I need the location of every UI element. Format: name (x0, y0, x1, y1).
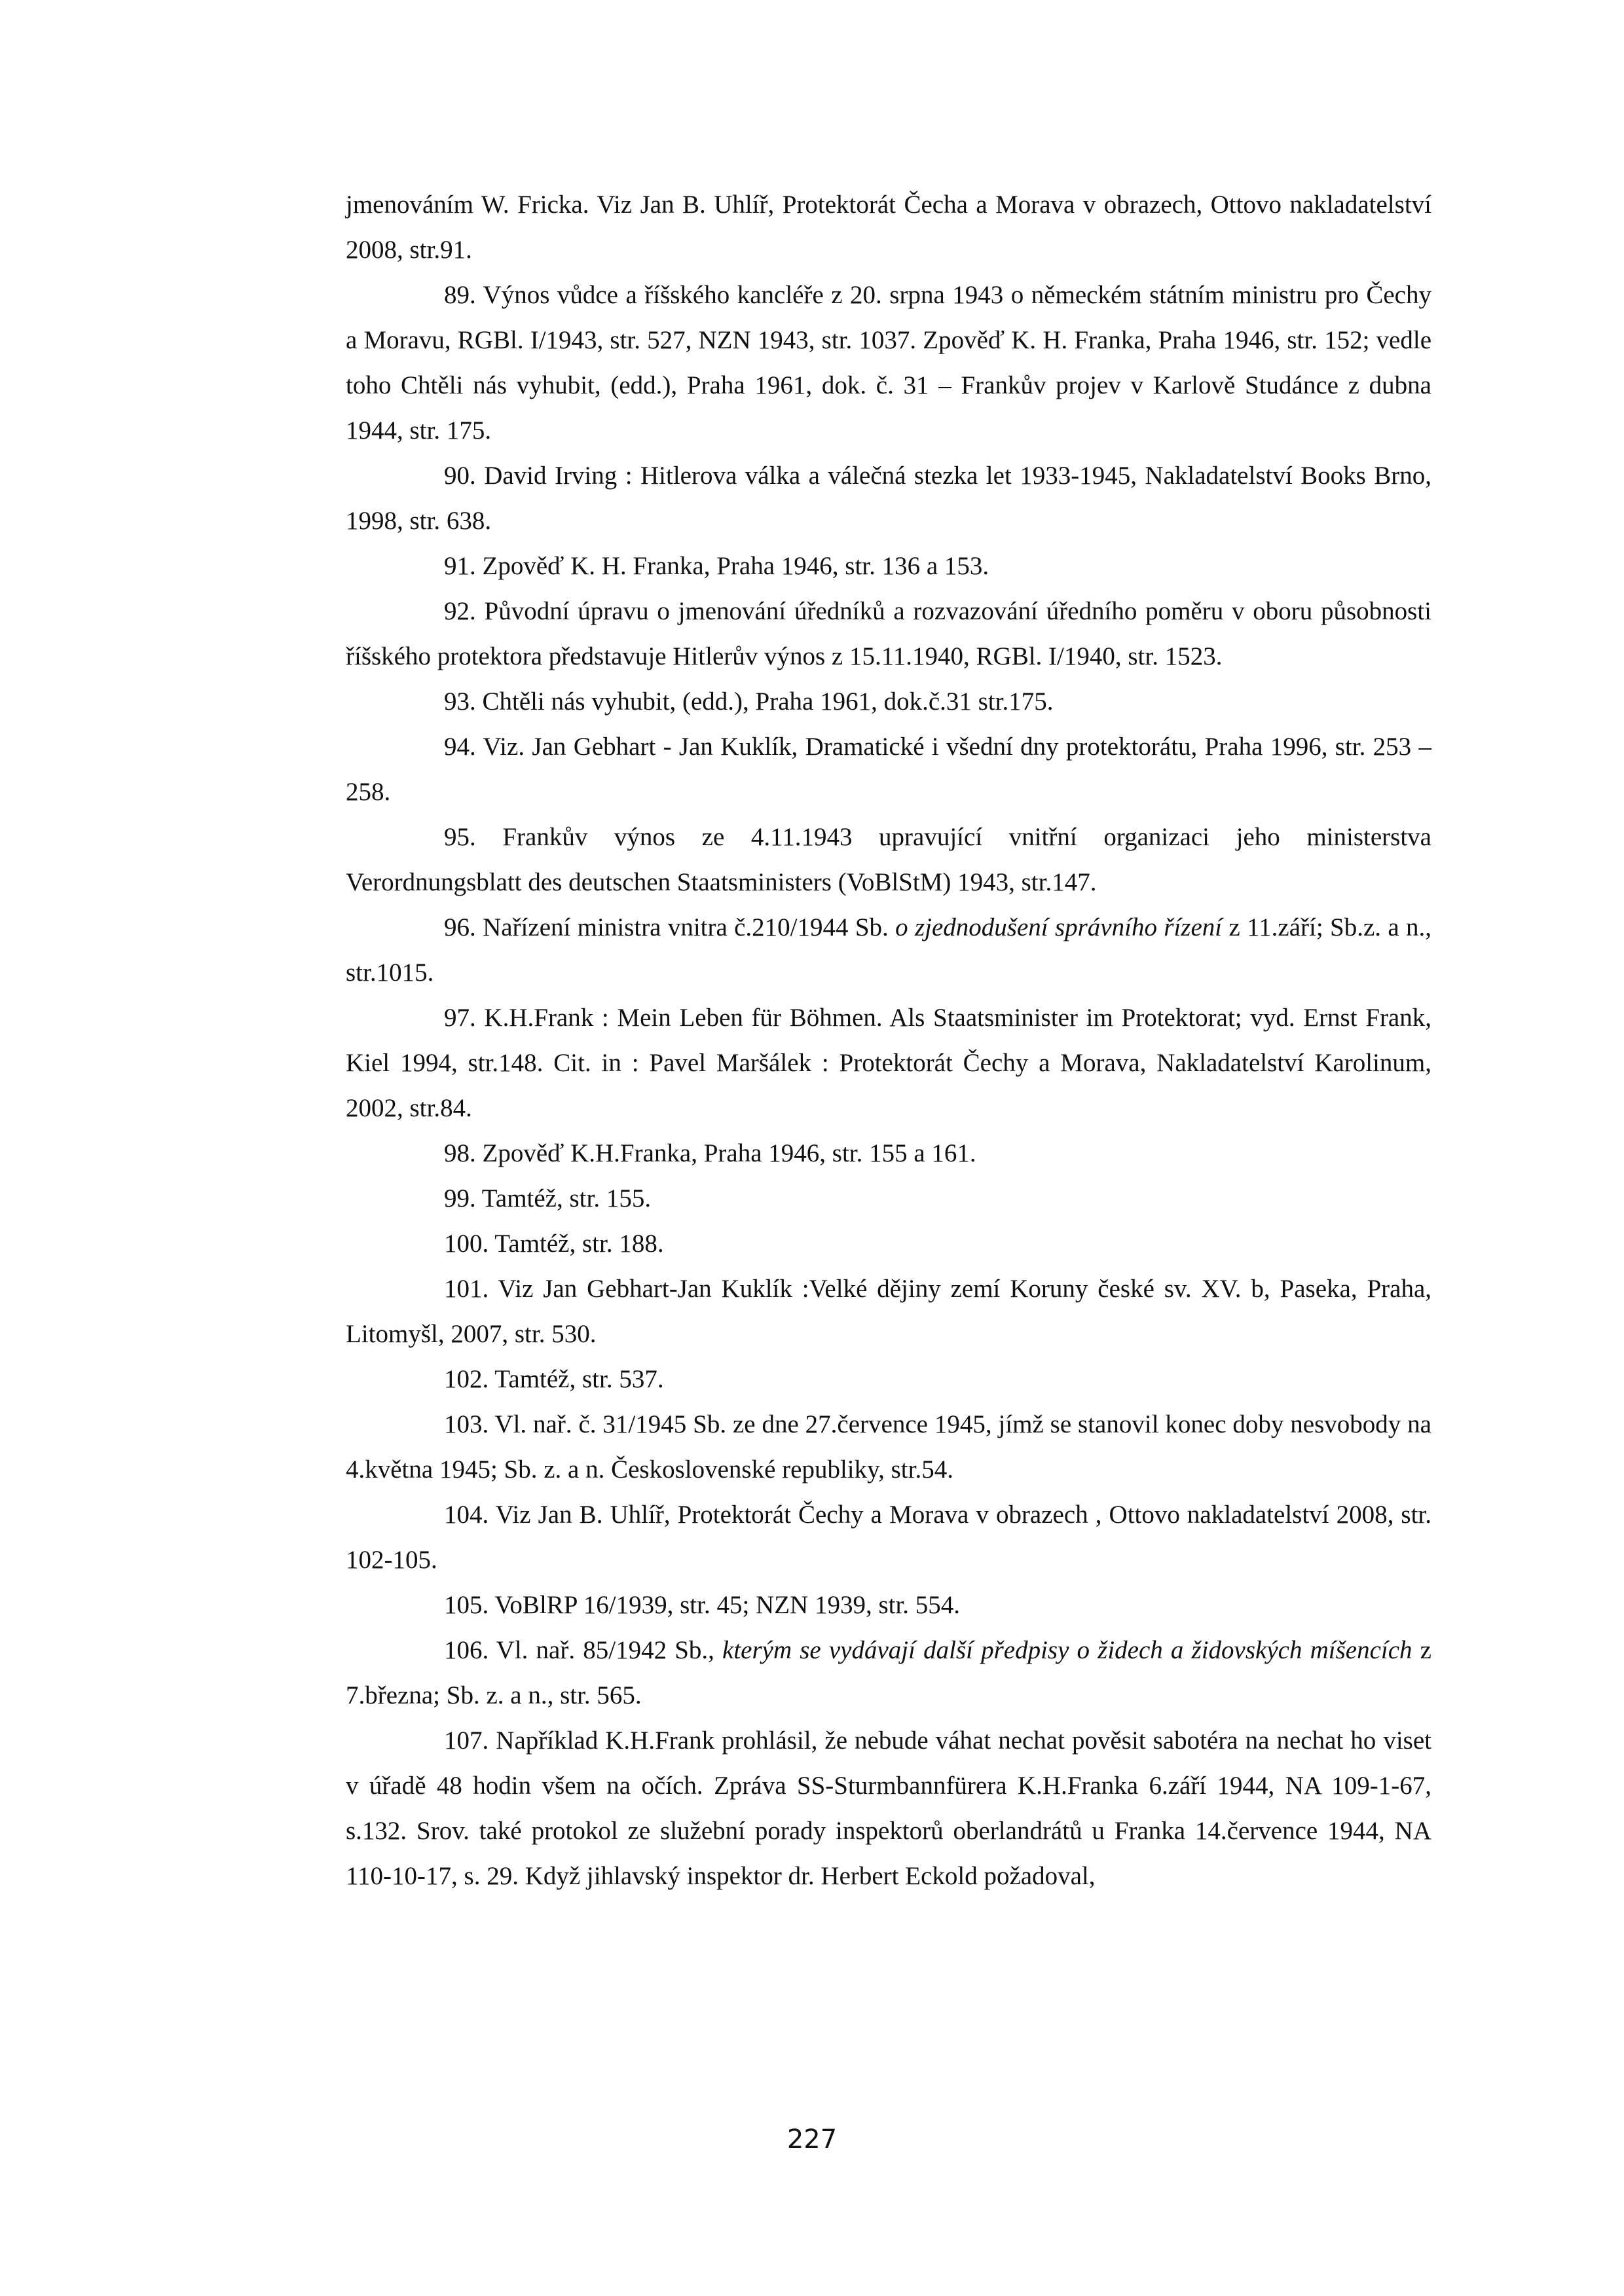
footnote-100: 100. Tamtéž, str. 188. (444, 1230, 664, 1258)
footnote-103: 103. Vl. nař. č. 31/1945 Sb. ze dne 27.července 1945, jímž se stanovil konec doby nesvobody na 4.května 1945; Sb. z. a n. Československé republiky, str.54. (346, 1410, 1431, 1484)
footnote-104: 104. Viz Jan B. Uhlíř, Protektorát Čechy a Morava v obrazech , Ottovo nakladatelství 2008, str. 102-105. (346, 1501, 1431, 1574)
footnote-97: 97. K.H.Frank : Mein Leben für Böhmen. Als Staatsminister im Protektorat; vyd. Ernst Frank, Kiel 1994, str.148. Cit. in : Pavel Maršálek : Protektorát Čechy a Morava, Nakladatelství Karolinum, 2002, str.84. (346, 1004, 1431, 1122)
footnote-93: 93. Chtěli nás vyhubit, (edd.), Praha 1961, dok.č.31 str.175. (444, 687, 1054, 716)
footnote-101: 101. Viz Jan Gebhart-Jan Kuklík :Velké dějiny zemí Koruny české sv. XV. b, Paseka, Praha, Litomyšl, 2007, str. 530. (346, 1275, 1431, 1348)
footnote-91: 91. Zpověď K. H. Franka, Praha 1946, str. 136 a 153. (444, 552, 989, 580)
footnote-102: 102. Tamtéž, str. 537. (444, 1365, 664, 1393)
footnote-98: 98. Zpověď K.H.Franka, Praha 1946, str. 155 a 161. (444, 1139, 976, 1167)
footnote-continuation: jmenováním W. Fricka. Viz Jan B. Uhlíř, Protektorát Čecha a Morava v obrazech, Ottovo nakladatelství 2008, str.91. (346, 191, 1431, 264)
footnote-90: 90. David Irving : Hitlerova válka a válečná stezka let 1933-1945, Nakladatelství Books Brno, 1998, str. 638. (346, 462, 1431, 535)
footnote-99: 99. Tamtéž, str. 155. (444, 1184, 652, 1212)
footnote-92: 92. Původní úpravu o jmenování úředníků a rozvazování úředního poměru v oboru působnosti říšského protektora představuje Hitlerův výnos z 15.11.1940, RGBl. I/1940, str. 1523. (346, 597, 1431, 670)
footnote-107: 107. Například K.H.Frank prohlásil, že nebude váhat nechat pověsit sabotéra na nechat ho viset v úřadě 48 hodin všem na očích. Zpráva SS-Sturmbannfürera K.H.Franka 6.září 1944, NA 109-1-67, s.132. Srov. také protokol ze služební porady inspektorů oberlandrátů u Franka 14.července 1944, NA 110-10-17, s. 29. Když jihlavský inspektor dr. Herbert Eckold požadoval, (346, 1726, 1431, 1890)
footnote-94: 94. Viz. Jan Gebhart - Jan Kuklík, Dramatické i všední dny protektorátu, Praha 1996, str. 253 – 258. (346, 733, 1431, 806)
footnote-106: 106. Vl. nař. 85/1942 Sb., kterým se vydávají další předpisy o židech a židovských míšencích z 7.března; Sb. z. a n., str. 565. (346, 1636, 1431, 1709)
footnote-89: 89. Výnos vůdce a říšského kancléře z 20. srpna 1943 o německém státním ministru pro Čechy a Moravu, RGBl. I/1943, str. 527, NZN 1943, str. 1037. Zpověď K. H. Franka, Praha 1946, str. 152; vedle toho Chtěli nás vyhubit, (edd.), Praha 1961, dok. č. 31 – Frankův projev v Karlově Studánce z dubna 1944, str. 175. (346, 281, 1431, 445)
footnote-96: 96. Nařízení ministra vnitra č.210/1944 Sb. o zjednodušení správního řízení z 11.září; Sb.z. a n., str.1015. (346, 913, 1432, 987)
footnote-105: 105. VoBlRP 16/1939, str. 45; NZN 1939, str. 554. (444, 1591, 961, 1619)
document-body (346, 182, 1431, 1899)
page-number: 227 (786, 2124, 838, 2155)
footnote-95: 95. Frankův výnos ze 4.11.1943 upravující vnitřní organizaci jeho ministerstva Verordnungsblatt des deutschen Staatsministers (VoBlStM) 1943, str.147. (346, 823, 1431, 896)
